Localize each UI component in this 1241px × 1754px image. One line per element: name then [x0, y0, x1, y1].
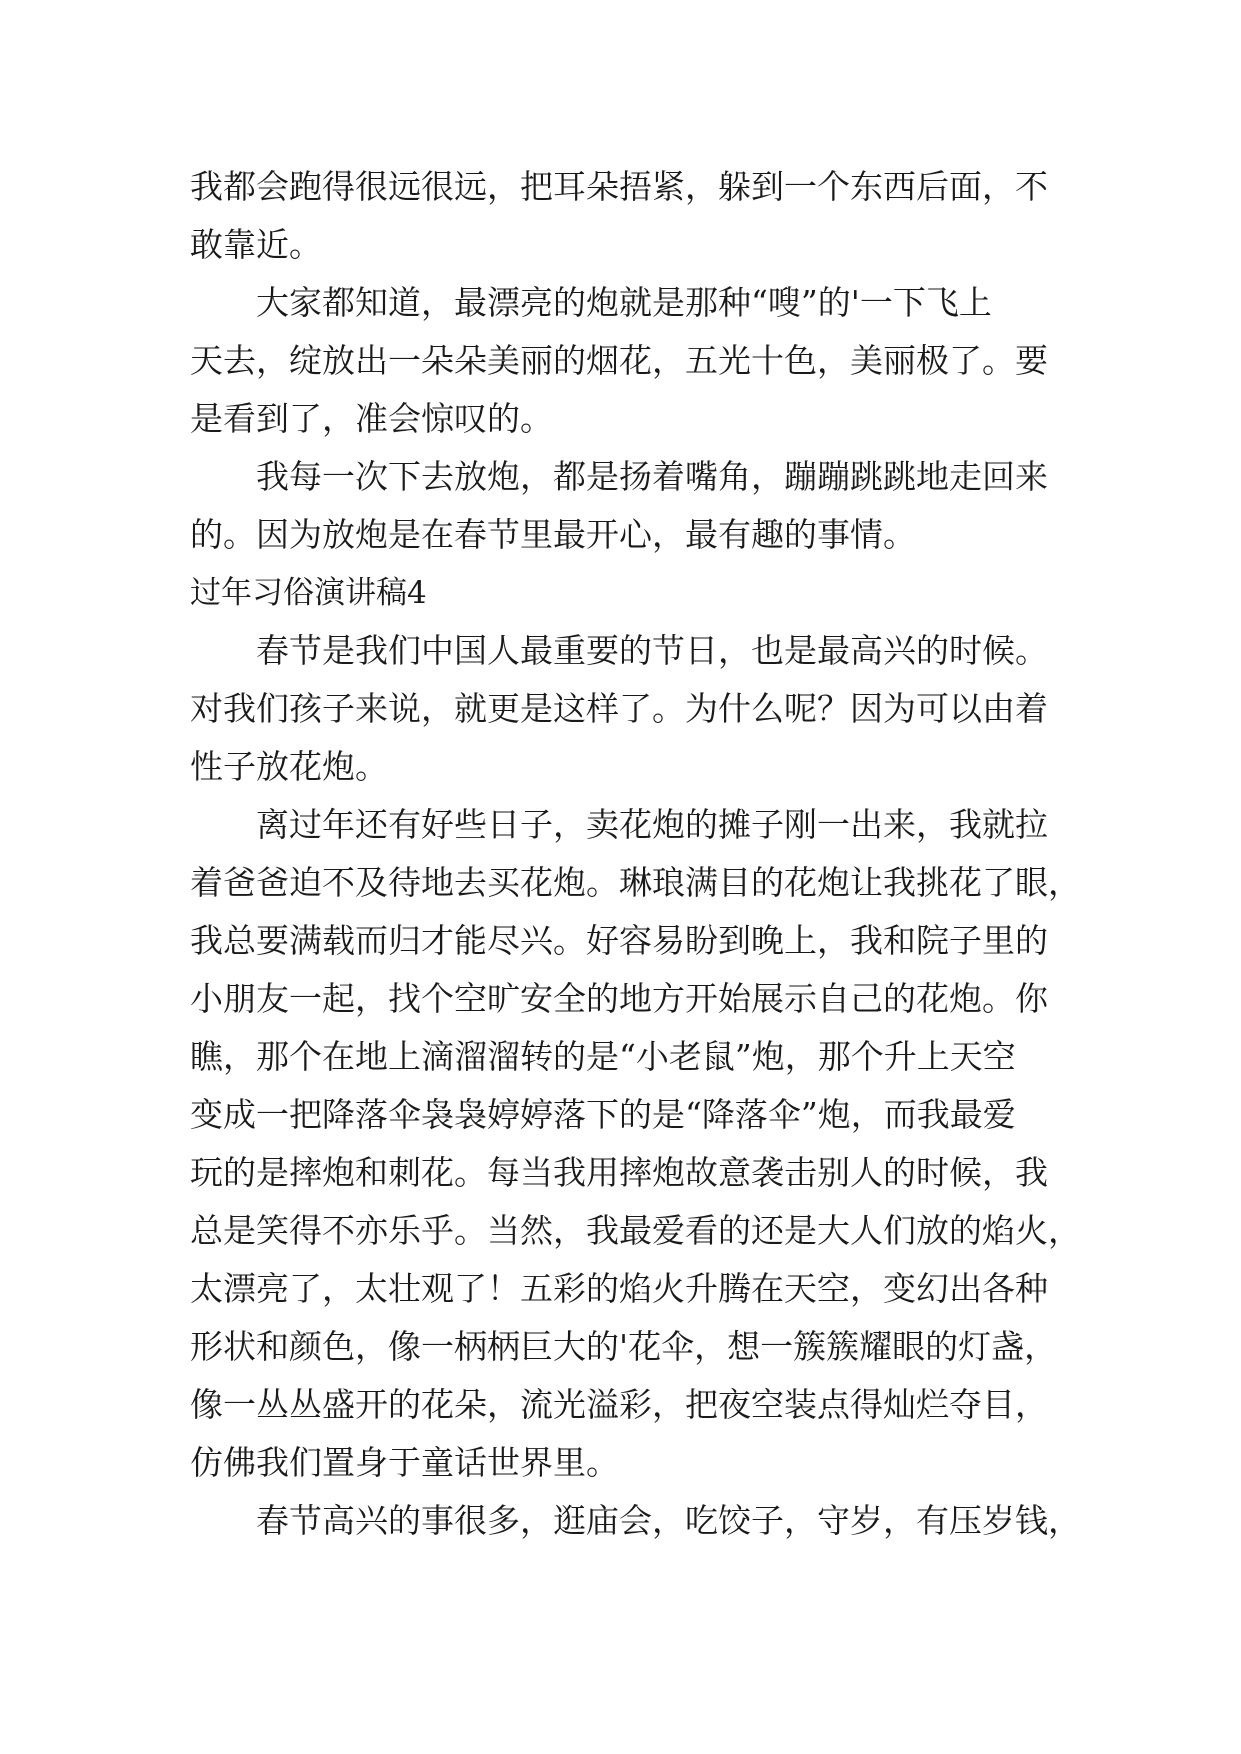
text-line: 仿佛我们置身于童话世界里。 — [190, 1443, 619, 1482]
text-line: 天去，绽放出一朵朵美丽的烟花，五光十色，美丽极了。要 — [190, 341, 1048, 380]
text-line: 总是笑得不亦乐乎。当然，我最爱看的还是大人们放的焰火， — [190, 1211, 1081, 1250]
text-line: 形状和颜色，像一柄柄巨大的'花伞，想一簇簇耀眼的灯盏， — [190, 1327, 1058, 1366]
text-line: 玩的是摔炮和刺花。每当我用摔炮故意袭击别人的时候，我 — [190, 1153, 1048, 1192]
document-body — [190, 158, 1081, 1550]
text-line: 太漂亮了，太壮观了！五彩的焰火升腾在天空，变幻出各种 — [190, 1269, 1048, 1308]
text-line: 敢靠近。 — [190, 225, 322, 264]
text-line: 我总要满载而归才能尽兴。好容易盼到晚上，我和院子里的 — [190, 921, 1048, 960]
text-line: 是看到了，准会惊叹的。 — [190, 399, 553, 438]
text-line: 春节高兴的事很多，逛庙会，吃饺子，守岁，有压岁钱， — [256, 1501, 1081, 1540]
text-line: 性子放花炮。 — [190, 747, 388, 786]
text-line: 像一丛丛盛开的花朵，流光溢彩，把夜空装点得灿烂夺目， — [190, 1385, 1048, 1424]
text-line: 离过年还有好些日子，卖花炮的摊子刚一出来，我就拉 — [256, 805, 1048, 844]
text-line: 变成一把降落伞袅袅婷婷落下的是“降落伞”炮，而我最爱 — [190, 1095, 1016, 1134]
text-line: 对我们孩子来说，就更是这样了。为什么呢？因为可以由着 — [190, 689, 1048, 728]
text-line: 着爸爸迫不及待地去买花炮。琳琅满目的花炮让我挑花了眼， — [190, 863, 1081, 902]
text-line: 我都会跑得很远很远，把耳朵捂紧，躲到一个东西后面，不 — [190, 167, 1048, 206]
section-heading: 过年习俗演讲稿4 — [190, 575, 427, 611]
text-line: 我每一次下去放炮，都是扬着嘴角，蹦蹦跳跳地走回来 — [256, 457, 1048, 496]
text-line: 大家都知道，最漂亮的炮就是那种“嗖”的'一下飞上 — [256, 283, 992, 322]
text-line: 的。因为放炮是在春节里最开心，最有趣的事情。 — [190, 515, 916, 554]
text-line: 小朋友一起，找个空旷安全的地方开始展示自己的花炮。你 — [190, 979, 1048, 1018]
text-line: 春节是我们中国人最重要的节日，也是最高兴的时候。 — [256, 631, 1048, 670]
text-line: 瞧，那个在地上滴溜溜转的是“小老鼠”炮，那个升上天空 — [190, 1037, 1016, 1076]
